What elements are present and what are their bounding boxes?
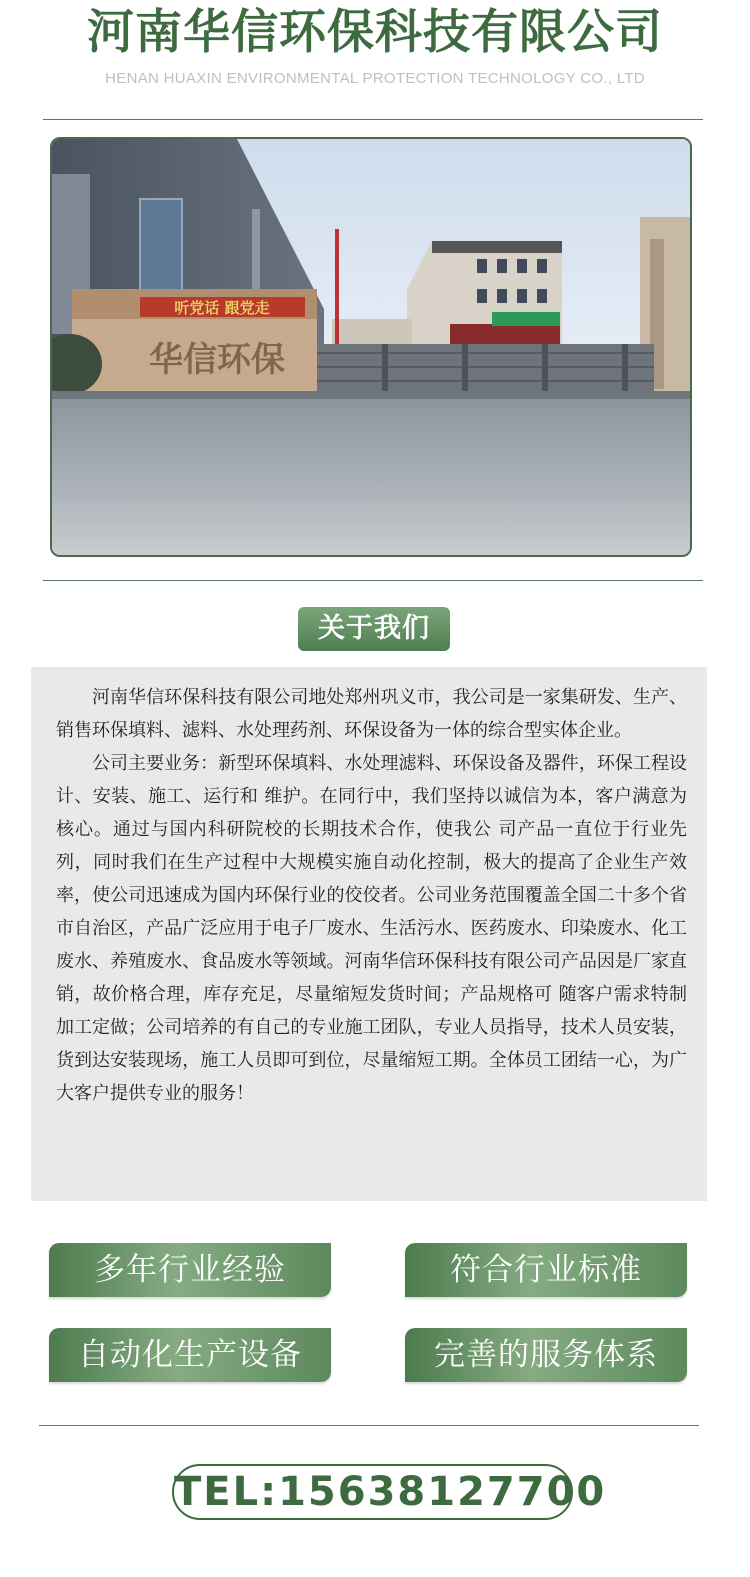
company-gate-photo — [50, 137, 692, 557]
banner-text: 听党话 跟党走 — [174, 299, 270, 317]
about-us-panel — [31, 667, 707, 1201]
feature-standards-button[interactable]: 符合行业标准 — [405, 1243, 687, 1297]
feature-service-button[interactable]: 完善的服务体系 — [405, 1328, 687, 1382]
divider-top — [43, 119, 703, 120]
company-gate-illustration — [52, 139, 690, 555]
about-paragraph-1: 河南华信环保科技有限公司地处郑州巩义市，我公司是一家集研发、生产、销售环保填料、滤料、水处理药剂、环保设备为一体的综合型实体企业。 — [56, 687, 687, 741]
telephone-number[interactable]: TEL:15638127700 — [172, 1464, 573, 1520]
building-sign: 华信环保 — [149, 340, 285, 380]
divider-bottom — [39, 1425, 699, 1426]
divider-mid — [43, 580, 703, 581]
feature-experience-button[interactable]: 多年行业经验 — [49, 1243, 331, 1297]
company-name-english: HENAN HUAXIN ENVIRONMENTAL PROTECTION TECHNOLOGY CO., LTD — [105, 70, 645, 87]
about-paragraph-2: 公司主要业务：新型环保填料、水处理滤料、环保设备及器件，环保工程设计、安装、施工、运行和 维护。在同行中，我们坚持以诚信为本，客户满意为核心。通过与国内科研院校的长期技术合作，使我公 司产品一直位于行业先列，同时我们在生产过程中大规模实施自动化控制，极大的提高了企业生产效率，使公司迅速成为国内环保行业的佼佼者。公司业务范围覆盖全国二十多个省市自治区，产品广泛应用于电子厂废水、生活污水、医药废水、印染废水、化工废水、养殖废水、食品废水等领域。河南华信环保科技有限公司产品因是厂家直销，故价格合理，库存充足，尽量缩短发货时间；产品规格可 随客户需求特制加工定做；公司培养的有自己的专业施工团队，专业人员指导，技术人员安装，货到达安装现场，施工人员即可到位，尽量缩短工期。全体员工团结一心，为广大客户提供专业的服务！ — [56, 753, 687, 1104]
company-name: 河南华信环保科技有限公司 — [87, 5, 663, 60]
feature-automation-button[interactable]: 自动化生产设备 — [49, 1328, 331, 1382]
about-us-heading: 关于我们 — [298, 607, 450, 651]
